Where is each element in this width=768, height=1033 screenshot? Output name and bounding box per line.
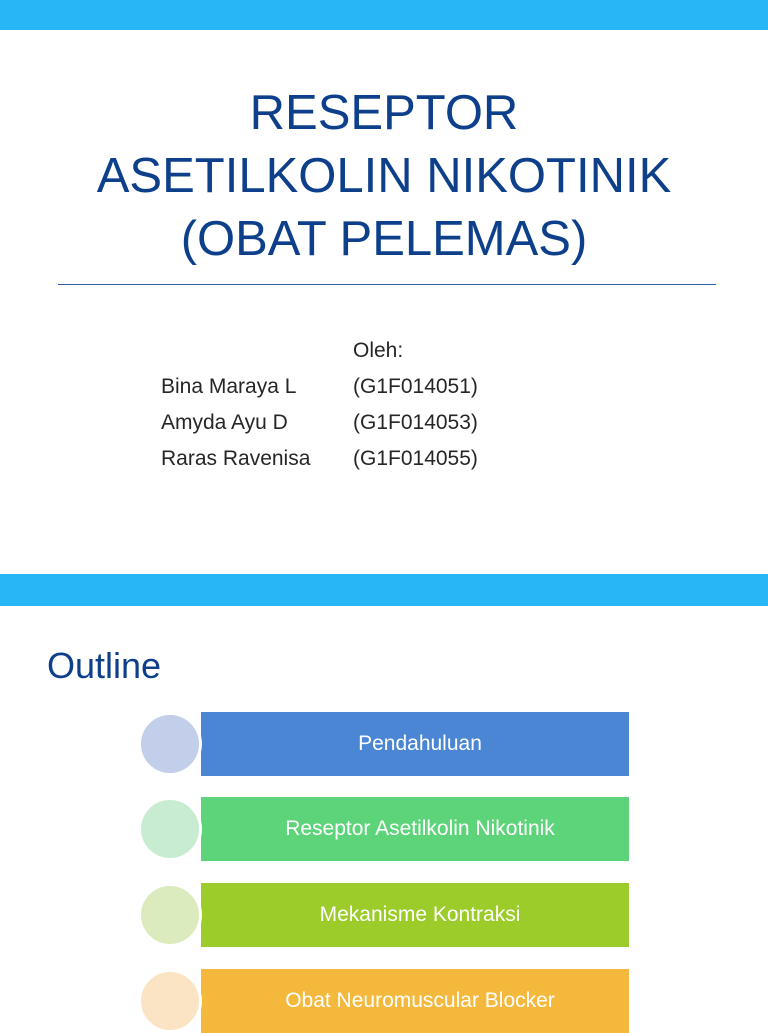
outline-item-reseptor bbox=[0, 797, 768, 861]
outline-item-mekanisme bbox=[0, 883, 768, 947]
top-accent-band bbox=[0, 0, 768, 30]
outline-item-circle bbox=[138, 797, 202, 861]
by-row bbox=[161, 333, 478, 369]
outline-item-label: Pendahuluan bbox=[358, 732, 482, 755]
outline-item-pendahuluan bbox=[0, 712, 768, 776]
title-line-1: RESEPTOR bbox=[249, 86, 519, 140]
outline-item-circle bbox=[138, 969, 202, 1033]
outline-item-bar bbox=[198, 712, 629, 776]
author-name: Raras Ravenisa bbox=[161, 447, 311, 470]
author-name: Amyda Ayu D bbox=[161, 411, 288, 434]
outline-item-label: Reseptor Asetilkolin Nikotinik bbox=[285, 817, 555, 840]
title-slide bbox=[0, 30, 768, 574]
title-divider bbox=[58, 284, 716, 285]
author-row bbox=[161, 369, 478, 405]
outline-item-obat bbox=[0, 969, 768, 1033]
title-line-2: ASETILKOLIN NIKOTINIK bbox=[96, 149, 672, 203]
outline-title: Outline bbox=[47, 645, 162, 686]
author-id: (G1F014053) bbox=[353, 411, 478, 434]
outline-item-label: Mekanisme Kontraksi bbox=[319, 903, 521, 926]
outline-item-bar bbox=[198, 883, 629, 947]
outline-slide bbox=[0, 606, 768, 1024]
outline-item-label: Obat Neuromuscular Blocker bbox=[285, 989, 555, 1012]
author-row bbox=[161, 405, 478, 441]
title-line-3: (OBAT PELEMAS) bbox=[180, 212, 588, 266]
author-name: Bina Maraya L bbox=[161, 375, 297, 398]
outline-item-bar bbox=[198, 969, 629, 1033]
author-row bbox=[161, 441, 478, 477]
by-label: Oleh: bbox=[353, 339, 404, 362]
slide-separator-band bbox=[0, 574, 768, 606]
slide-title bbox=[0, 82, 768, 271]
outline-item-bar bbox=[198, 797, 629, 861]
author-id: (G1F014055) bbox=[353, 447, 478, 470]
outline-item-circle bbox=[138, 883, 202, 947]
author-id: (G1F014051) bbox=[353, 375, 478, 398]
author-block bbox=[161, 333, 478, 477]
outline-item-circle bbox=[138, 712, 202, 776]
